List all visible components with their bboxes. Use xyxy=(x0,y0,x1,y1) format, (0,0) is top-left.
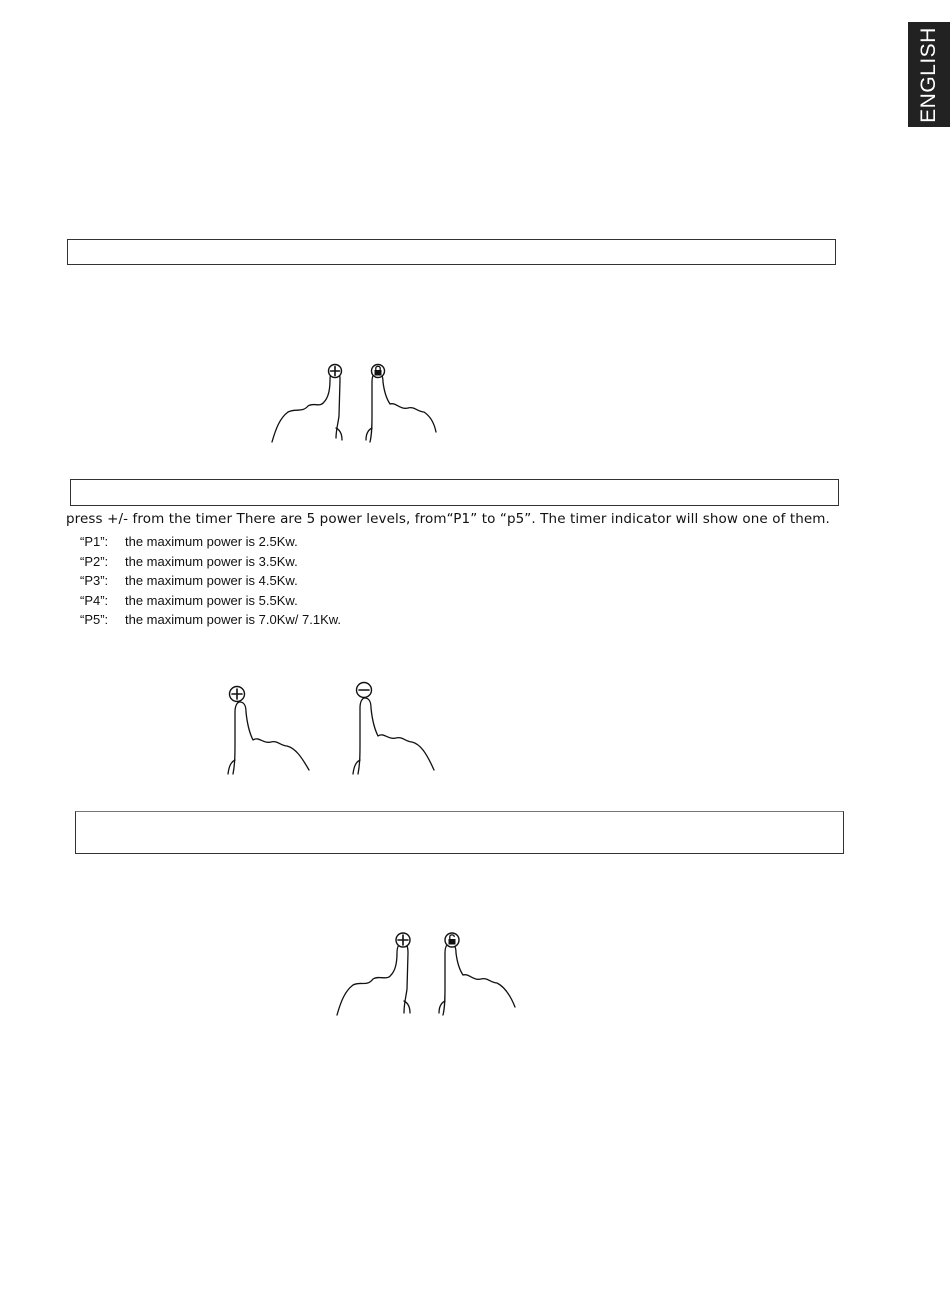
power-level-item xyxy=(80,612,341,632)
power-level-item xyxy=(80,593,341,613)
lock-icon xyxy=(372,365,385,378)
power-level-item xyxy=(80,534,341,554)
section-heading-box xyxy=(70,479,839,506)
power-level-text: the maximum power is 4.5Kw. xyxy=(125,573,298,588)
minus-icon xyxy=(357,683,372,698)
plus-icon xyxy=(329,365,342,378)
right-hand-illustration xyxy=(366,372,436,442)
power-level-code: “P3”: xyxy=(80,573,109,588)
power-levels-intro: press +/- from the timer There are 5 power levels, from“P1” to “p5”. The timer indicator will show one of them. xyxy=(66,511,830,527)
hand-illustration xyxy=(228,702,309,774)
illustration-plus-unlock xyxy=(333,927,523,1022)
left-hand-illustration xyxy=(337,943,410,1015)
power-level-code: “P1”: xyxy=(80,534,109,549)
left-hand-illustration xyxy=(272,370,342,442)
power-level-item xyxy=(80,554,341,574)
language-tab xyxy=(908,22,950,127)
power-level-text: the maximum power is 2.5Kw. xyxy=(125,534,298,549)
plus-icon xyxy=(230,687,245,702)
power-level-text: the maximum power is 7.0Kw/ 7.1Kw. xyxy=(125,612,342,627)
illustration-plus-lock xyxy=(268,358,443,448)
right-hand-illustration xyxy=(439,943,515,1015)
power-level-item xyxy=(80,573,341,593)
power-level-code: “P5”: xyxy=(80,612,109,627)
lock-icon xyxy=(445,933,459,947)
hand-illustration xyxy=(353,698,434,774)
plus-icon xyxy=(396,933,410,947)
power-level-code: “P4”: xyxy=(80,592,109,608)
section-heading-box xyxy=(75,811,844,854)
illustration-plus-minus xyxy=(215,678,440,780)
power-level-code: “P2”: xyxy=(80,553,109,569)
section-heading-box xyxy=(67,239,836,265)
language-tab-label: ENGLISH xyxy=(917,26,940,123)
power-level-text: the maximum power is 3.5Kw. xyxy=(125,553,298,569)
power-level-text: the maximum power is 5.5Kw. xyxy=(125,592,298,608)
power-level-list xyxy=(80,534,341,632)
